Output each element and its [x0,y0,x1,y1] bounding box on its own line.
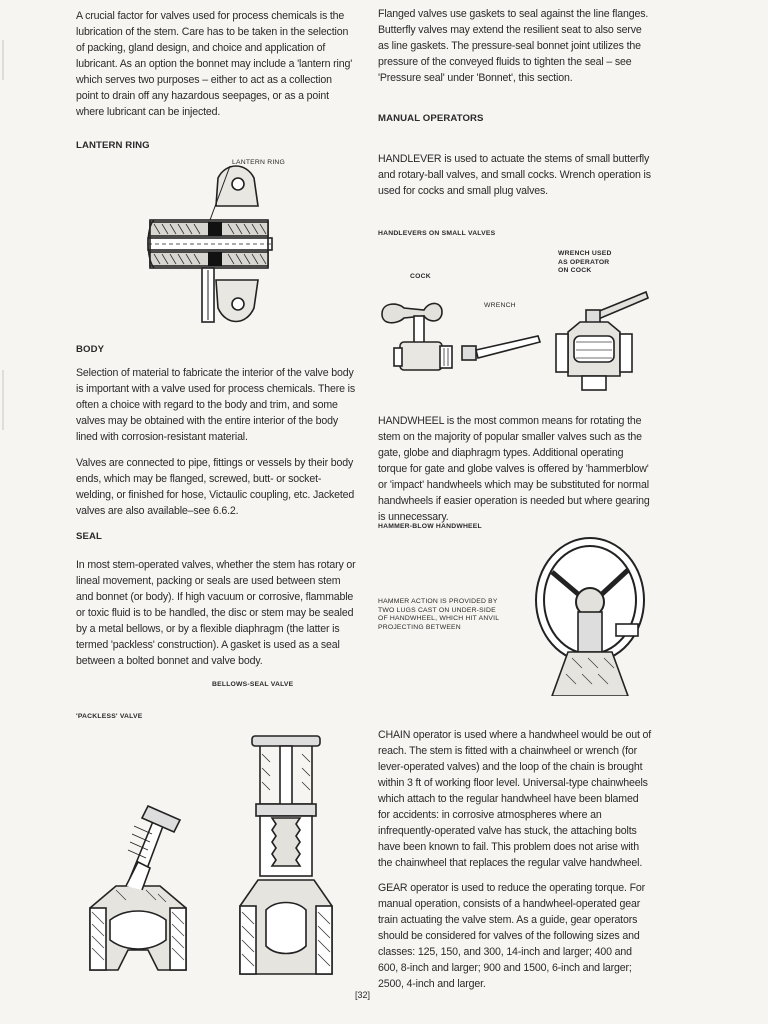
seal-heading: SEAL [76,531,102,542]
handlevers-caption: HANDLEVERS ON SMALL VALVES [378,230,496,237]
scan-bleed-mark [2,40,18,80]
body-heading: BODY [76,344,105,355]
body-text-2: Valves are connected to pipe, fittings or vessels by their body ends, which may be flanged, screwed, butt- or socket-welding, or finished for hose, Victaulic coupling, etc. Jacketed valves are also available–see 6.6.2. [76,457,355,517]
hammer-action-note: HAMMER ACTION IS PROVIDED BY TWO LUGS CAST ON UNDER-SIDE OF HANDWHEEL, WHICH HIT ANVIL PROJECTING BETWEEN [378,598,499,631]
wrench-operated-cock-diagram [552,284,652,394]
lantern-ring-diagram [146,158,276,330]
hammer-blow-caption: HAMMER-BLOW HANDWHEEL [378,523,482,530]
chain-paragraph [378,727,652,871]
scan-bleed-mark [2,370,14,430]
gasket-paragraph [378,6,652,86]
body-paragraph-2 [76,455,356,519]
chain-text: CHAIN operator is used where a handwheel would be out of reach. The stem is fitted with a chainwheel or wrench (for lever-operated valves) and the loop of the chain is brought within 3 ft of working floor level. Universal-type chainwheels which attach to the regular handwheel have been blamed for accidents: in corrosive atmospheres where an infrequently-operated valve has stuck, the attaching bolts have been known to fail. This problem does not arise with the chainwheel that replaces the regular valve handwheel. [378,729,652,869]
wrench-diagram [458,330,542,370]
bellows-seal-caption: BELLOWS-SEAL VALVE [212,681,294,688]
seal-paragraph [76,557,356,669]
cock-diagram [378,296,454,382]
bellows-seal-valve-diagram [236,734,336,978]
lubrication-paragraph [76,8,354,120]
gear-text: GEAR operator is used to reduce the operating torque. For manual operation, consists of a handwheel-operated gear train actuating the valve stem. As a guide, gear operators should be considered for valves of the following sizes and classes: 125, 150, and 300, 14-inch and larger; 400 and 600, 8-inch and larger; 900 and 1500, 6-inch and larger; 2500, 4-inch and larger. [378,882,646,990]
seal-text: In most stem-operated valves, whether the stem has rotary or lineal movement, packing or seals are used between stem and bonnet (or body). If high vacuum or corrosive, flammable or toxic fluid is to be handled, the disc or stem may be sealed by a metal bellows, or by a flexible diaphragm (the latter is termed 'packless' construction). A gasket is used as a seal between a bolted bonnet and valve body. [76,559,356,667]
gasket-text: Flanged valves use gaskets to seal against the line flanges. Butterfly valves may extend the resilient seat to also serve as line gaskets. The pressure-seal bonnet joint utilizes the pressure of the conveyed fluids to tighten the seal – see 'Pressure seal' under 'Bonnet', this section. [378,8,649,84]
body-paragraph-1 [76,365,356,445]
handlever-text: HANDLEVER is used to actuate the stems of small butterfly and rotary-ball valves, and small cocks. Wrench operation is used for cocks and small plug valves. [378,153,651,197]
page-number: [32] [355,990,371,1000]
lantern-ring-heading: LANTERN RING [76,140,150,151]
handlever-paragraph [378,151,652,199]
body-text-1: Selection of material to fabricate the interior of the valve body is important with a valve used for process chemicals. There is often a choice with regard to the body and trim, and some valves may be obtained with the entire interior of the body lined with corrosion-resistant material. [76,367,356,443]
lantern-ring-label: LANTERN RING [232,159,286,166]
wrench-label: WRENCH [484,302,516,309]
gear-paragraph [378,880,652,992]
packless-caption: 'PACKLESS' VALVE [76,713,143,720]
manual-operators-heading: MANUAL OPERATORS [378,113,484,124]
hammer-blow-handwheel-diagram [532,524,650,696]
lubrication-text: A crucial factor for valves used for process chemicals is the lubrication of the stem. Care has to be taken in the selection of packing, gland design, and choice and application of lubricant. As an option the bonnet may include a 'lantern ring' which serves two purposes – either to act as a collection point to drain off any hazardous seepages, or as a point where lubricant can be injected. [76,10,353,118]
cock-label: COCK [410,273,431,280]
handwheel-paragraph [378,413,652,525]
packless-valve-diagram [86,790,190,978]
wrench-used-label: WRENCH USED AS OPERATOR ON COCK [558,250,612,274]
handwheel-text: HANDWHEEL is the most common means for rotating the stem on the majority of popular smaller valves such as the gate, globe and diaphragm types. Additional operating torque for gate and globe valves is offered by 'hammerblow' or 'impact' handwheels which may be substituted for normal handwheels if easier operation is needed but where gearing is unnecessary. [378,415,650,523]
